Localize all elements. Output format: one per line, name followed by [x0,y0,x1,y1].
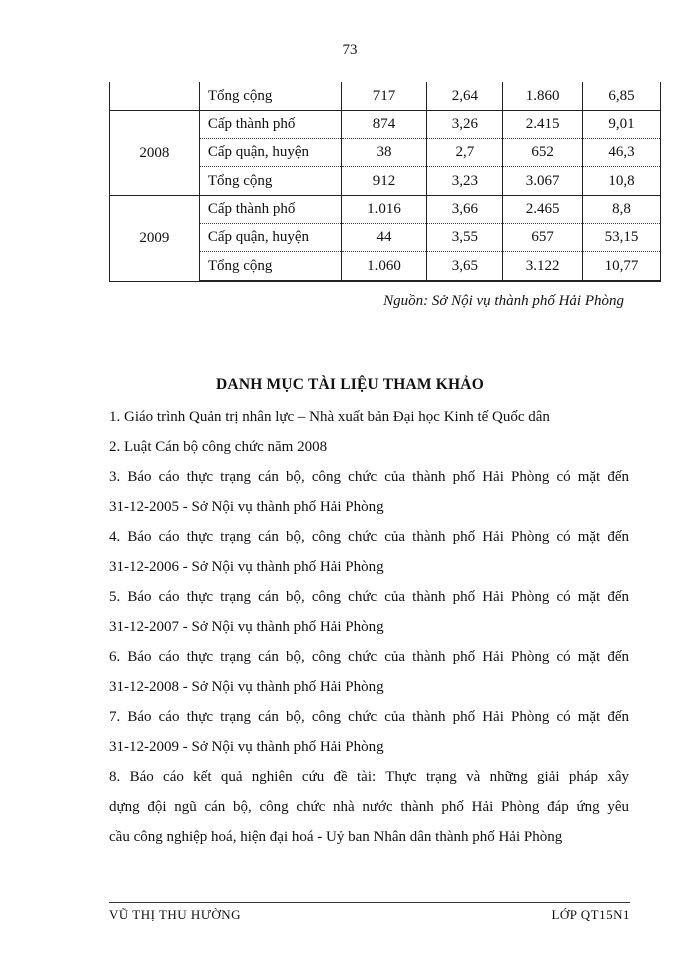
level-cell: Cấp quận, huyện [199,139,341,167]
value-cell: 46,3 [583,139,661,167]
statistics-table-body [110,82,661,281]
value-cell: 912 [341,167,427,196]
value-cell: 3.067 [503,167,583,196]
value-cell: 2.415 [503,111,583,139]
value-cell: 8,8 [583,196,661,224]
reference-line: 2. Luật Cán bộ công chức năm 2008 [109,439,328,455]
value-cell: 3,65 [427,252,503,282]
references-heading: DANH MỤC TÀI LIỆU THAM KHẢO [216,376,484,393]
reference-line: 31-12-2006 - Sở Nội vụ thành phố Hải Phòng [109,559,384,575]
reference-line: dựng đội ngũ cán bộ, công chức nhà nước thành phố Hải Phòng đáp ứng yêu [109,799,629,815]
footer-divider [109,902,630,903]
value-cell: 3,55 [427,224,503,252]
value-cell: 3,23 [427,167,503,196]
reference-line: cầu công nghiệp hoá, hiện đại hoá - Uỷ ban Nhân dân thành phố Hải Phòng [109,829,563,845]
reference-line: 31-12-2005 - Sở Nội vụ thành phố Hải Phòng [109,499,384,515]
value-cell: 1.060 [341,252,427,282]
value-cell: 9,01 [583,111,661,139]
value-cell: 10,8 [583,167,661,196]
level-cell: Tổng cộng [199,252,341,282]
footer-author: VŨ THỊ THU HƯỜNG [109,907,242,922]
value-cell: 2,7 [427,139,503,167]
table-row [110,196,661,224]
reference-line: 31-12-2007 - Sở Nội vụ thành phố Hải Phòng [109,619,384,635]
level-cell: Cấp quận, huyện [199,224,341,252]
reference-line: 5. Báo cáo thực trạng cán bộ, công chức của thành phố Hải Phòng có mặt đến [109,589,629,605]
value-cell: 1.860 [503,82,583,111]
level-cell: Tổng cộng [199,167,341,196]
value-cell: 717 [341,82,427,111]
year-cell [110,82,200,111]
value-cell: 38 [341,139,427,167]
references-list [109,402,629,852]
reference-line: 1. Giáo trình Quản trị nhân lực – Nhà xuất bản Đại học Kinh tế Quốc dân [109,409,550,425]
year-cell: 2009 [110,196,200,282]
value-cell: 652 [503,139,583,167]
statistics-table [109,82,661,282]
year-cell: 2008 [110,111,200,196]
reference-line: 6. Báo cáo thực trạng cán bộ, công chức của thành phố Hải Phòng có mặt đến [109,649,629,665]
value-cell: 874 [341,111,427,139]
reference-line: 31-12-2008 - Sở Nội vụ thành phố Hải Phòng [109,679,384,695]
value-cell: 10,77 [583,252,661,282]
reference-line: 8. Báo cáo kết quả nghiên cứu đề tài: Thực trạng và những giải pháp xây [109,769,629,785]
footer-class: LỚP QT15N1 [551,907,630,922]
value-cell: 2.465 [503,196,583,224]
table-row [110,111,661,139]
value-cell: 657 [503,224,583,252]
value-cell: 6,85 [583,82,661,111]
level-cell: Tổng cộng [199,82,341,111]
reference-line: 31-12-2009 - Sở Nội vụ thành phố Hải Phòng [109,739,384,755]
value-cell: 3,26 [427,111,503,139]
value-cell: 2,64 [427,82,503,111]
reference-line: 7. Báo cáo thực trạng cán bộ, công chức của thành phố Hải Phòng có mặt đến [109,709,629,725]
page-number: 73 [342,42,358,58]
value-cell: 1.016 [341,196,427,224]
value-cell: 53,15 [583,224,661,252]
table-source-note: Nguồn: Sở Nội vụ thành phố Hải Phòng [383,293,624,309]
table-row [110,82,661,111]
reference-line: 4. Báo cáo thực trạng cán bộ, công chức của thành phố Hải Phòng có mặt đến [109,529,629,545]
value-cell: 3.122 [503,252,583,282]
value-cell: 3,66 [427,196,503,224]
reference-line: 3. Báo cáo thực trạng cán bộ, công chức của thành phố Hải Phòng có mặt đến [109,469,629,485]
level-cell: Cấp thành phố [199,111,341,139]
value-cell: 44 [341,224,427,252]
level-cell: Cấp thành phố [199,196,341,224]
